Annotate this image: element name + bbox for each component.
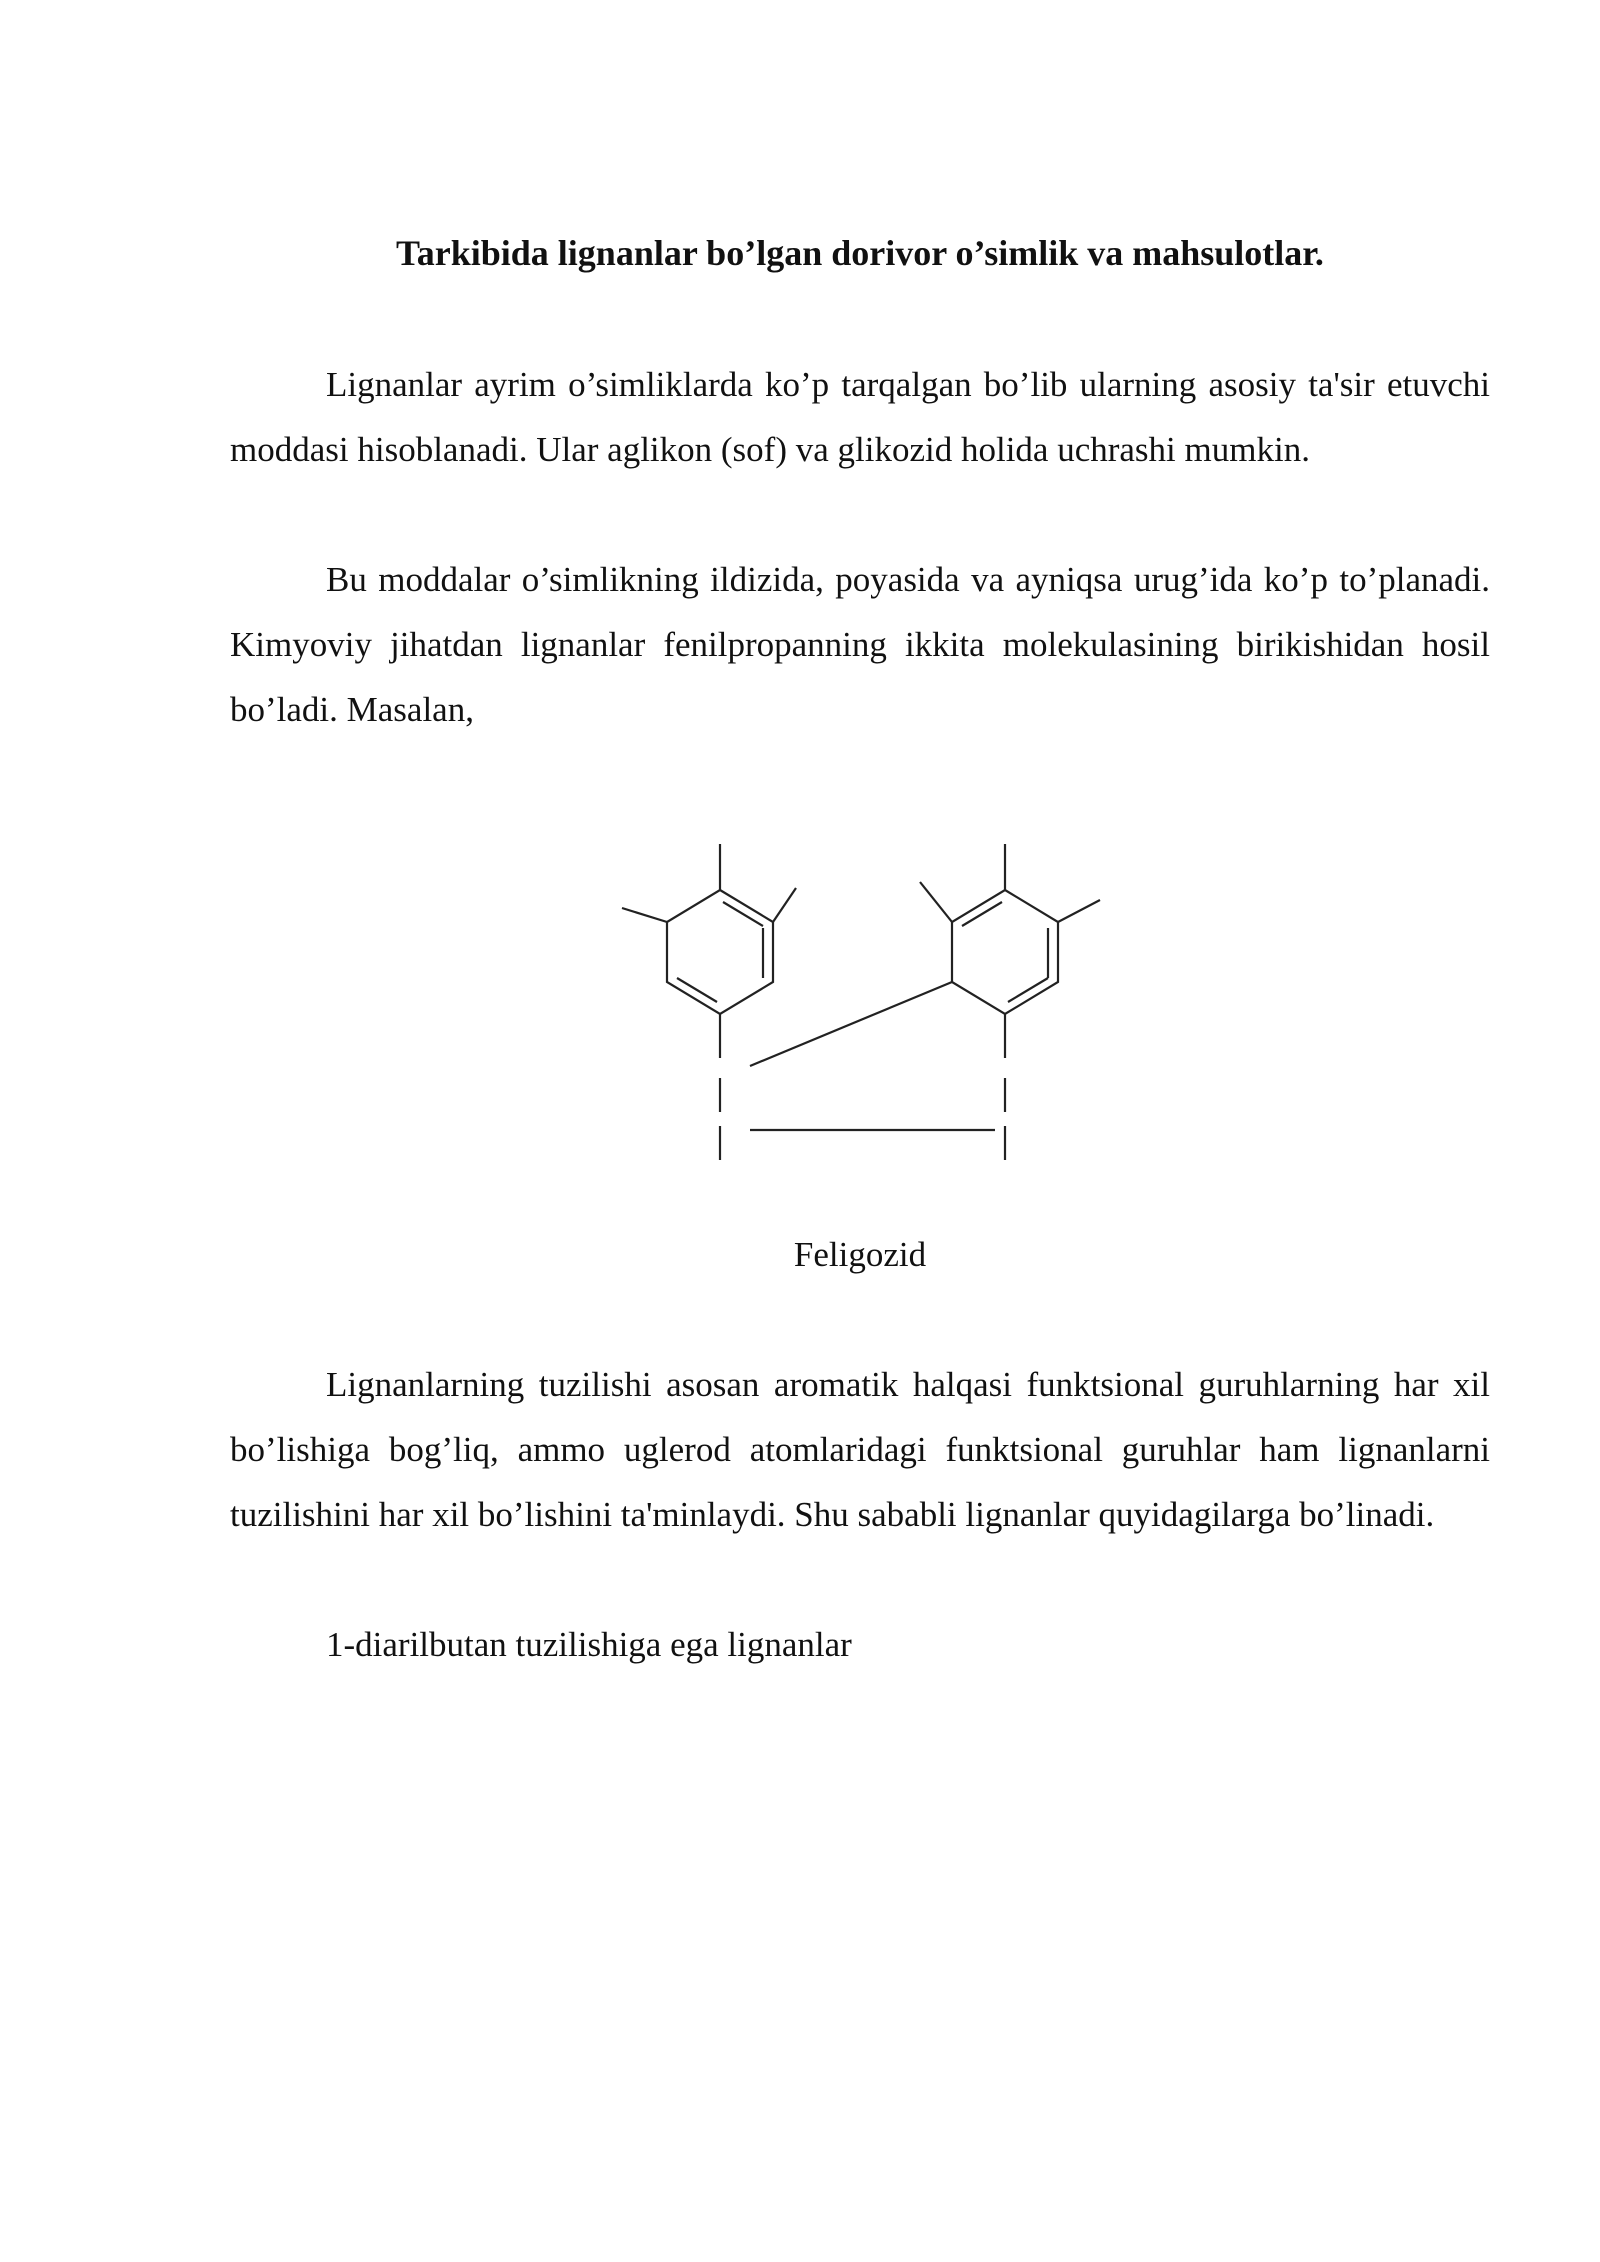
left-benzene-ring — [667, 890, 773, 1014]
diagonal-link-bond — [750, 982, 952, 1066]
paragraph-2: Bu moddalar o’simlikning ildizida, poyasida va ayniqsa urug’ida ko’p to’planadi. Kimyoviy jihatdan lignanlar fenilpropanning ikkita molekulasining birikishidan hosil bo’ladi. Masalan, — [230, 560, 1490, 729]
figure-caption: Feligozid — [793, 1235, 927, 1274]
lignan-structure-diagram — [600, 830, 1120, 1190]
paragraph-1: Lignanlar ayrim o’simliklarda ko’p tarqalgan bo’lib ularning asosiy ta'sir etuvchi moddasi hisoblanadi. Ular aglikon (sof) va glikozid holida uchrashi mumkin. — [230, 365, 1490, 469]
right-benzene-ring — [952, 890, 1058, 1014]
paragraph-4: 1-diarilbutan tuzilishiga ega lignanlar — [326, 1625, 852, 1664]
right-upper-left-bond — [920, 882, 952, 922]
left-upper-left-bond — [622, 908, 667, 922]
left-upper-right-bond — [773, 888, 796, 922]
right-upper-right-bond — [1058, 900, 1100, 922]
paragraph-3: Lignanlarning tuzilishi asosan aromatik halqasi funktsional guruhlarning har xil bo’lishiga bog’liq, ammo uglerod atomlaridagi funktsional guruhlar ham lignanlarni tuzilishini har xil bo’lishini ta'minlaydi. Shu sababli lignanlar quyidagilarga bo’linadi. — [230, 1365, 1490, 1534]
document-title: Tarkibida lignanlar bo’lgan dorivor o’simlik va mahsulotlar. — [396, 233, 1324, 273]
